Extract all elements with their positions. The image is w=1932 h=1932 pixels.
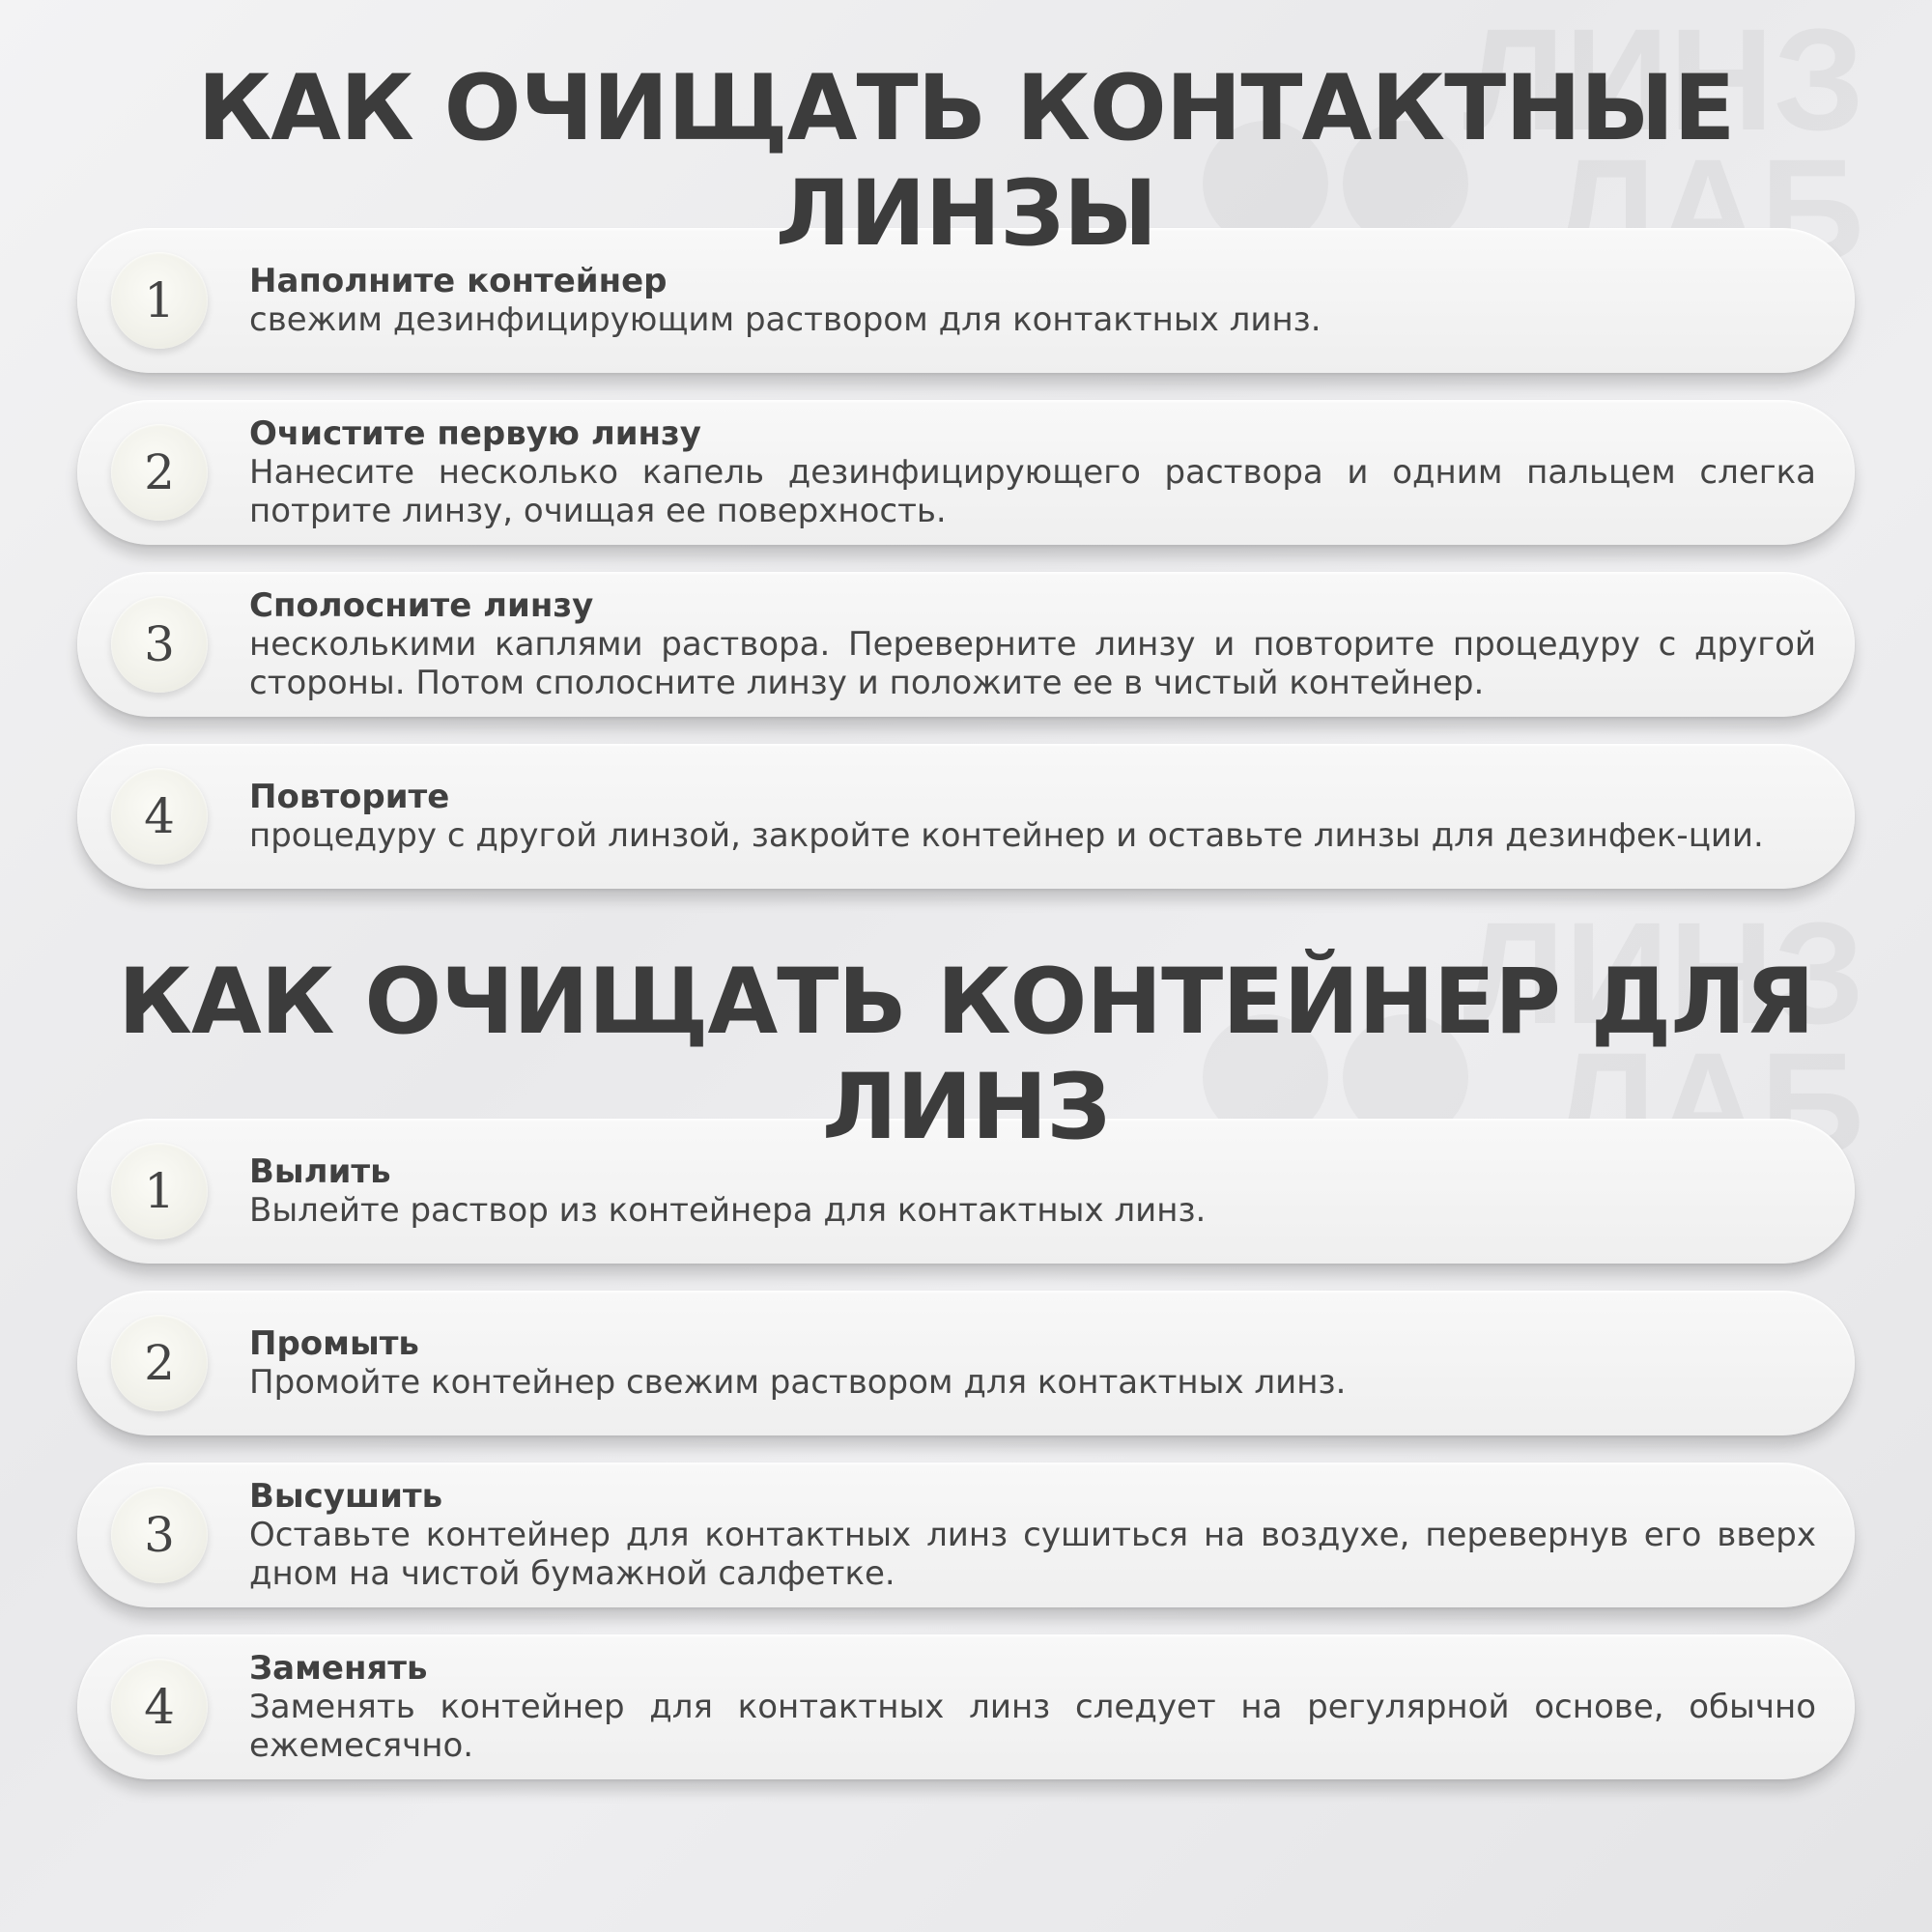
step-card (77, 744, 1855, 889)
step-number-badge: 3 (111, 596, 208, 693)
step-number-badge: 2 (111, 424, 208, 521)
step-number-badge: 1 (111, 1143, 208, 1239)
step-title: Вылить (249, 1152, 391, 1191)
step-content (249, 400, 1816, 545)
step-description: процедуру с другой линзой, закройте контейнер и оставьте линзы для дезинфек-ции. (249, 816, 1764, 855)
step-description: Промойте контейнер свежим раствором для контактных линз. (249, 1363, 1347, 1402)
section-title: КАК ОЧИЩАТЬ КОНТЕЙНЕР ДЛЯ ЛИНЗ (118, 950, 1814, 1160)
step-card (77, 400, 1855, 545)
step-title: Высушить (249, 1477, 443, 1516)
step-number-badge: 3 (111, 1487, 208, 1583)
step-content (249, 1291, 1816, 1435)
step-number-badge: 1 (111, 252, 208, 349)
step-content (249, 1463, 1816, 1607)
step-description: Вылейте раствор из контейнера для контактных линз. (249, 1191, 1207, 1230)
step-title: Промыть (249, 1324, 419, 1363)
step-content (249, 572, 1816, 717)
step-title: Наполните контейнер (249, 262, 668, 300)
step-number-badge: 2 (111, 1315, 208, 1411)
step-description: Нанесите несколько капель дезинфицирующего раствора и одним пальцем слегка потрите линзу, очищая ее поверхность. (249, 453, 1816, 530)
step-content (249, 1634, 1816, 1779)
step-description: Заменять контейнер для контактных линз следует на регулярной основе, обычно ежемесячно. (249, 1688, 1816, 1765)
step-card (77, 1291, 1855, 1435)
step-card (77, 572, 1855, 717)
step-number-badge: 4 (111, 768, 208, 865)
step-number-badge: 4 (111, 1659, 208, 1755)
step-description: Оставьте контейнер для контактных линз сушиться на воздухе, перевернув его вверх дном на чистой бумажной салфетке. (249, 1516, 1816, 1593)
step-title: Заменять (249, 1649, 428, 1688)
step-title: Очистите первую линзу (249, 414, 701, 453)
step-content (249, 744, 1816, 889)
step-title: Повторите (249, 778, 450, 816)
step-title: Сполосните линзу (249, 586, 594, 625)
step-description: свежим дезинфицирующим раствором для контактных линз. (249, 300, 1321, 339)
section-title: КАК ОЧИЩАТЬ КОНТАКТНЫЕ ЛИНЗЫ (197, 56, 1735, 267)
step-card (77, 1463, 1855, 1607)
step-card (77, 1634, 1855, 1779)
step-description: несколькими каплями раствора. Переверните линзу и повторите процедуру с другой стороны. Потом сполосните линзу и положите ее в чистый контейнер. (249, 625, 1816, 702)
